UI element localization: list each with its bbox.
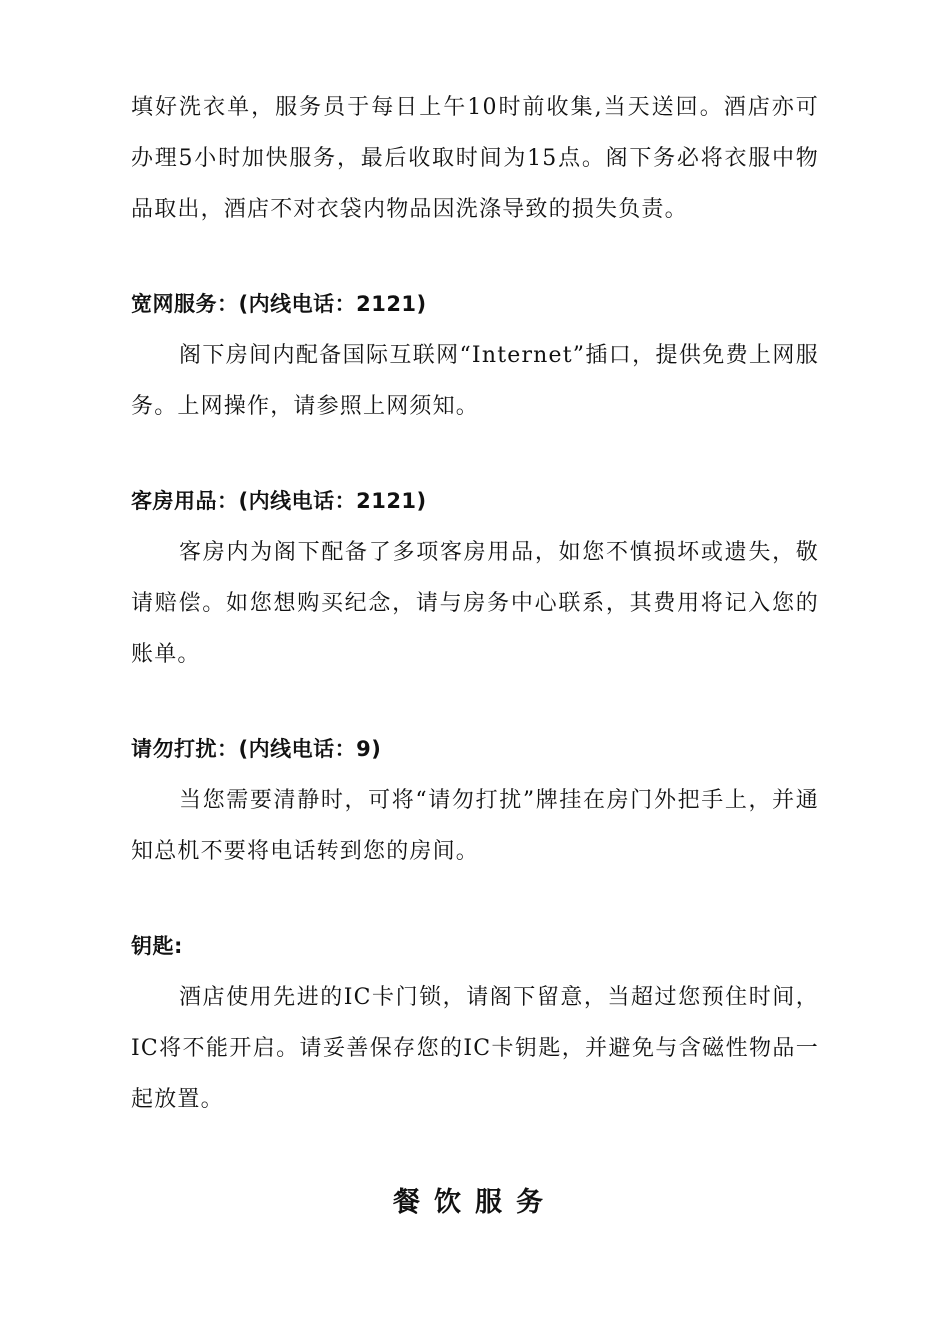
key-heading: 钥匙: [131, 934, 183, 958]
laundry-paragraph: 填好洗衣单，服务员于每日上午10时前收集,当天送回。酒店亦可办理5小时加快服务，最后收取时间为15点。阁下务必将衣服中物品取出，酒店不对衣袋内物品因洗涤导致的损失负责。 [131, 95, 819, 222]
document-body [131, 82, 819, 1125]
room-supplies-heading: 客房用品：(内线电话：2121) [131, 489, 427, 513]
broadband-paragraph: 阁下房间内配备国际互联网“Internet”插口，提供免费上网服务。上网操作，请参照上网须知。 [131, 343, 819, 419]
section-spacer [131, 432, 819, 476]
key-paragraph: 酒店使用先进的IC卡门锁，请阁下留意，当超过您预住时间，IC将不能开启。请妥善保存您的IC卡钥匙，并避免与含磁性物品一起放置。 [131, 985, 819, 1112]
room-supplies-paragraph: 客房内为阁下配备了多项客房用品，如您不慎损坏或遗失，敬请赔偿。如您想购买纪念，请与房务中心联系，其费用将记入您的账单。 [131, 540, 819, 667]
section-spacer [131, 235, 819, 279]
section-spacer [131, 680, 819, 724]
section-spacer [131, 877, 819, 921]
do-not-disturb-heading: 请勿打扰：(内线电话：9) [131, 737, 382, 761]
broadband-heading: 宽网服务：(内线电话：2121) [131, 292, 427, 316]
dining-section-title: 餐饮服务 [393, 1187, 557, 1218]
do-not-disturb-paragraph: 当您需要清静时，可将“请勿打扰”牌挂在房门外把手上，并通知总机不要将电话转到您的房间。 [131, 788, 819, 864]
